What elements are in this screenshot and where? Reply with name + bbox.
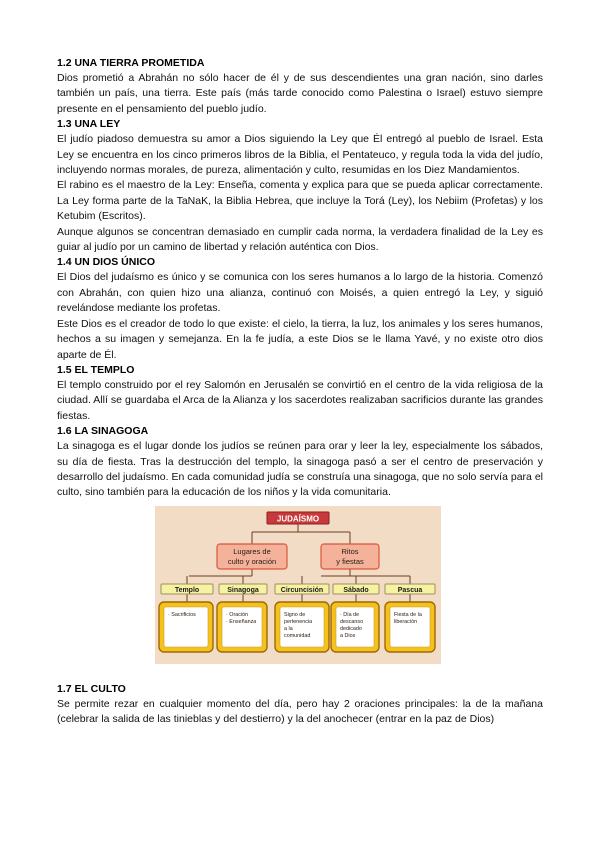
detail-box-line: a la — [284, 625, 293, 632]
paragraph-tierra: Dios prometió a Abrahán no sólo hacer de él y de sus descendientes una gran nación, sino darles también un país, una tierra. Este país (más tarde conocido como Palestina o Israel) estuvo siempre presente en el pensamiento del pueblo judío. — [57, 72, 543, 115]
detail-box — [331, 602, 379, 652]
detail-box-line: liberación — [394, 618, 418, 625]
detail-box — [217, 602, 267, 652]
leaf-node — [385, 584, 435, 594]
paragraph-culto: Se permite rezar en cualquier momento del día, pero hay 2 oraciones principales: la de la mañana (celebrar la salida de las tinieblas y del destierro) y la del anochecer (entrar en la paz de Dios) — [57, 697, 543, 726]
leaf-node-label: Templo — [174, 586, 200, 594]
section-heading-culto: 1.7 EL CULTO — [57, 682, 126, 695]
section-heading-sinagoga: 1.6 LA SINAGOGA — [57, 425, 149, 438]
paragraph-ley-2: El rabino es el maestro de la Ley: Enseña, comenta y explica para que se pueda aplicar correctamente. La Ley forma parte de la TaNaK, la Biblia Hebrea, que incluye la Torá (Ley), los Nebiim (Profetas) y los Ketubim (Escritos). — [57, 179, 543, 223]
judaism-concept-diagram — [155, 506, 441, 664]
leaf-node — [275, 584, 329, 594]
diagram-svg — [155, 506, 441, 664]
paragraph-ley-3: Aunque algunos se concentran demasiado en cumplir cada norma, la verdadera finalidad de la Ley es guiar al judío por un camino de libertad y relación auténtica con Dios. — [57, 225, 543, 254]
paragraph-ley-1: El judío piadoso demuestra su amor a Dios siguiendo la Ley que Él entregó al pueblo de Israel. Esta Ley se encuentra en los cinco primeros libros de la Biblia, el Pentateuco, y regula toda la vida del judío, incluyendo normas morales, de pureza, alimentación y culto, resumidas en los Diez Mandamientos. — [57, 133, 543, 177]
detail-box-line: descanso — [340, 618, 364, 625]
leaf-node — [161, 584, 213, 594]
diagram-mid-node-ritos — [321, 544, 379, 569]
leaf-node — [333, 584, 379, 594]
paragraph-sinagoga: La sinagoga es el lugar donde los judíos se reúnen para orar y leer la ley, especialmente los sábados, su día de fiesta. Tras la destrucción del templo, la sinagoga pasó a ser el centro de preservación y desarrollo del judaísmo. En cada comunidad judía se construía una sinagoga, que no solo servía para el culto, sino también para la educación de los niños y la vida comunitaria. — [57, 440, 543, 499]
leaf-node-label: Sábado — [343, 586, 369, 594]
mid-node-label-line: y fiestas — [336, 556, 364, 566]
detail-box-line: Signo de — [284, 611, 306, 618]
detail-box-line: a Dios — [340, 632, 356, 639]
paragraph-templo: El templo construido por el rey Salomón en Jerusalén se convirtió en el centro de la vida religiosa de la ciudad. Allí se guardaba el Arca de la Alianza y los sacerdotes realizaban sacrificios durante las grandes fiestas. — [57, 378, 543, 422]
section-heading-templo: 1.5 EL TEMPLO — [57, 363, 135, 376]
detail-box-line: · Oración — [226, 611, 249, 618]
detail-box — [275, 602, 329, 652]
detail-box-line: pertenencia — [284, 618, 313, 625]
mid-node-label-line: culto y oración — [227, 556, 277, 566]
detail-box — [159, 602, 213, 652]
diagram-mid-node-lugares — [217, 544, 287, 569]
detail-box-line: · Enseñanza — [226, 618, 257, 625]
detail-box-line: comunidad — [284, 632, 311, 639]
detail-box-line: · Día de — [340, 611, 360, 618]
diagram-detail-boxes — [159, 602, 435, 652]
section-heading-tierra: 1.2 UNA TIERRA PROMETIDA — [57, 57, 205, 69]
diagram-root-node — [267, 512, 329, 524]
leaf-node-label: Sinagoga — [227, 586, 259, 594]
detail-box-line: dedicado — [340, 625, 362, 632]
leaf-node-label: Circuncisión — [280, 586, 324, 594]
paragraph-dios-1: El Dios del judaísmo es único y se comunica con los seres humanos a lo largo de la historia. Comenzó con Abrahán, con quien hizo una alianza, continuó con Moisés, a quien entregó la Ley, y siguió revelándose mediante los profetas. — [57, 271, 543, 315]
mid-node-label-line: Ritos — [341, 546, 359, 556]
mid-node-label-line: Lugares de — [233, 546, 271, 556]
diagram-leaf-nodes — [161, 584, 435, 594]
detail-box-line: · Sacrificios — [168, 611, 196, 618]
leaf-node — [219, 584, 267, 594]
detail-box — [385, 602, 435, 652]
document-content — [57, 56, 543, 728]
section-heading-ley: 1.3 UNA LEY — [57, 118, 121, 131]
paragraph-dios-2: Este Dios es el creador de todo lo que existe: el cielo, la tierra, la luz, los animales y los seres humanos, hechos a su imagen y semejanza. En la fe judía, a este Dios se le llama Yavé, y no existe otro dios aparte de Él. — [57, 317, 543, 361]
leaf-node-label: Pascua — [397, 586, 423, 594]
section-heading-dios: 1.4 UN DIOS ÚNICO — [57, 256, 156, 269]
root-node-label: JUDAÍSMO — [276, 514, 320, 524]
detail-box-line: Fiesta de la — [394, 611, 422, 618]
